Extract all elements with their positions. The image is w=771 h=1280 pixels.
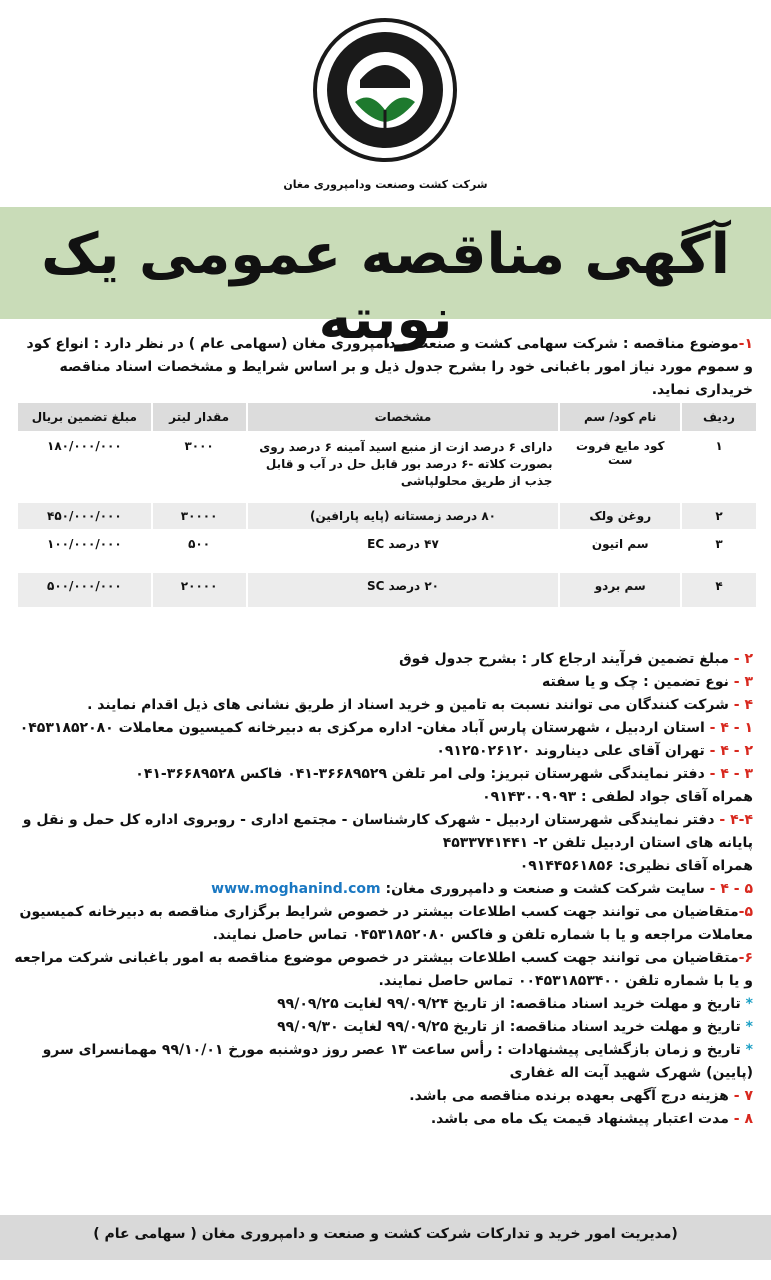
table-row [16, 431, 756, 501]
line-number: ۲ - [733, 651, 753, 667]
line-number: ۳ - [733, 674, 753, 690]
website-link[interactable]: www.moghanind.com [211, 881, 381, 897]
cell-row-number: ۳ [680, 529, 756, 571]
star-icon: * [745, 996, 753, 1012]
header-guarantee: مبلغ تضمین بریال [16, 403, 151, 431]
line-number: ۷ - [733, 1088, 753, 1104]
line-text: همراه آقای جواد لطفی : ۰۹۱۴۳۰۰۹۰۹۳ [482, 789, 753, 805]
line-number: ۵- [738, 904, 753, 920]
line-text: مبلغ تضمین فرآیند ارجاع کار : بشرح جدول فوق [399, 651, 734, 667]
cell-guarantee: ۱۰۰/۰۰۰/۰۰۰ [16, 529, 151, 571]
line-text: استان اردبیل ، شهرستان پارس آباد مغان- اداره مرکزی به دبیرخانه کمیسیون معاملات ۰۴۵۳۱۸۵۲۰۸۰ [19, 720, 710, 736]
table-header-row [16, 403, 756, 431]
line-text: تاریخ و مهلت خرید اسناد مناقصه: از تاریخ ۹۹/۰۹/۲۵ لغایت ۹۹/۰۹/۳۰ [277, 1019, 746, 1035]
cell-quantity: ۳۰۰۰۰ [151, 501, 246, 529]
cell-quantity: ۵۰۰ [151, 529, 246, 571]
condition-line [11, 671, 753, 694]
star-icon: * [745, 1019, 753, 1035]
cell-row-number: ۱ [680, 431, 756, 501]
cell-specs: دارای ۶ درصد ازت از منبع اسید آمینه ۶ درصد روی بصورت کلاته -۶ درصد بور قابل حل در آب و قابل جذب از طریق محلولپاشی [246, 431, 559, 501]
cell-specs: ۴۷ درصد EC [246, 529, 559, 571]
intro-paragraph [13, 333, 753, 402]
condition-line [11, 763, 753, 786]
cell-specs: ۸۰ درصد زمستانه (پایه پارافین) [246, 501, 559, 529]
line-text: مدت اعتبار پیشنهاد قیمت یک ماه می باشد. [430, 1111, 734, 1127]
condition-line [11, 947, 753, 993]
header-row-number: ردیف [680, 403, 756, 431]
cell-item-name: سم اتیون [558, 529, 680, 571]
footer-signature: (مدیریت امور خرید و تدارکات شرکت کشت و صنعت و دامپروری مغان ( سهامی عام ) [93, 1226, 678, 1242]
condition-line [11, 648, 753, 671]
line-number: ۲ - ۴ - [709, 743, 753, 759]
cell-item-name: سم بردو [558, 571, 680, 607]
star-icon: * [745, 1042, 753, 1058]
logo-area [0, 0, 771, 205]
table-row [16, 571, 756, 607]
cell-item-name: کود مایع فروت ست [558, 431, 680, 501]
header-item-name: نام کود/ سم [558, 403, 680, 431]
condition-line [11, 1108, 753, 1131]
line-text: دفتر نمایندگی شهرستان اردبیل - شهرک کارشناسان - مجتمع اداری - روبروی اداره کل حمل و نقل و پایانه های استان اردبیل تلفن ۲- ۴۵۳۳۷۴۱۴۴۱ [22, 812, 753, 851]
conditions-list [11, 648, 753, 1131]
condition-line [11, 740, 753, 763]
cell-guarantee: ۴۵۰/۰۰۰/۰۰۰ [16, 501, 151, 529]
line-number: ۸ - [733, 1111, 753, 1127]
line-number: ۱ - ۴ - [709, 720, 753, 736]
condition-line [11, 809, 753, 855]
condition-line [11, 1039, 753, 1085]
notice-title: آگهی مناقصه عمومی یک نوبته [41, 222, 730, 352]
condition-line [11, 993, 753, 1016]
line-number: ۴-۴ - [719, 812, 753, 828]
condition-line [11, 786, 753, 809]
line-number: ۴ - [733, 697, 753, 713]
items-table [16, 403, 756, 607]
company-seal-logo [310, 10, 460, 175]
line-text: سایت شرکت کشت و صنعت و دامپروری مغان: [380, 881, 710, 897]
line-number: ۳ - ۴ - [709, 766, 753, 782]
header-quantity: مقدار لیتر [151, 403, 246, 431]
condition-line [11, 855, 753, 878]
condition-line [11, 717, 753, 740]
cell-row-number: ۴ [680, 571, 756, 607]
cell-guarantee: ۱۸۰/۰۰۰/۰۰۰ [16, 431, 151, 501]
cell-specs: ۲۰ درصد SC [246, 571, 559, 607]
line-text: متقاضیان می توانند جهت کسب اطلاعات بیشتر در خصوص موضوع مناقصه به امور باغبانی شرکت مراجعه و یا با شماره تلفن ۰۰۴۵۳۱۸۵۳۴۰۰ تماس حاصل نمایند. [14, 950, 753, 989]
line-text: تهران آقای علی دیناروند ۰۹۱۲۵۰۲۶۱۲۰ [436, 743, 710, 759]
line-number: ۵ - ۴ - [709, 881, 753, 897]
intro-text: موضوع مناقصه : شرکت سهامی کشت و صنعت و دامپروری مغان (سهامی عام ) در نظر دارد : انواع کود و سموم مورد نیاز امور باغبانی خود را بشرح جدول ذیل و بر اساس شرایط و مشخصات اسناد مناقصه خریداری نماید. [26, 336, 753, 398]
condition-line [11, 901, 753, 947]
condition-line [11, 694, 753, 717]
line-text: هزینه درج آگهی بعهده برنده مناقصه می باشد. [409, 1088, 734, 1104]
line-text: تاریخ و زمان بازگشایی پیشنهادات : رأس ساعت ۱۳ عصر روز دوشنبه مورخ ۹۹/۱۰/۰۱ مهمانسرای سرو (پایین) شهرک شهید آیت اله غفاری [42, 1042, 753, 1081]
condition-line [11, 1016, 753, 1039]
line-text: نوع تضمین : چک و یا سفته [542, 674, 734, 690]
line-text: همراه آقای نظیری: ۰۹۱۴۴۵۶۱۸۵۶ [519, 858, 753, 874]
header-specs: مشخصات [246, 403, 559, 431]
line-text: تاریخ و مهلت خرید اسناد مناقصه: از تاریخ ۹۹/۰۹/۲۴ لغایت ۹۹/۰۹/۲۵ [277, 996, 746, 1012]
cell-item-name: روغن ولک [558, 501, 680, 529]
line-text: دفتر نمایندگی شهرستان تبریز: ولی امر تلفن ۳۶۶۸۹۵۲۹-۰۴۱ فاکس ۳۶۶۸۹۵۲۸-۰۴۱ [135, 766, 710, 782]
table-row [16, 501, 756, 529]
line-number: ۶- [738, 950, 753, 966]
cell-row-number: ۲ [680, 501, 756, 529]
cell-quantity: ۲۰۰۰۰ [151, 571, 246, 607]
line-text: شرکت کنندگان می توانند نسبت به تامین و خرید اسناد از طریق نشانی های ذیل اقدام نمایند . [87, 697, 734, 713]
intro-number: ۱- [738, 336, 753, 352]
logo-caption: شرکت کشت وصنعت ودامپروری مغان [283, 178, 488, 191]
condition-line [11, 878, 753, 901]
condition-line [11, 1085, 753, 1108]
line-text: متقاضیان می توانند جهت کسب اطلاعات بیشتر در خصوص شرایط برگزاری مناقصه به دبیرخانه کمیسیون معاملات مراجعه و یا با شماره تلفن و فاکس ۰۴۵۳۱۸۵۲۰۸۰ تماس حاصل نمایند. [19, 904, 753, 943]
table-row [16, 529, 756, 571]
cell-guarantee: ۵۰۰/۰۰۰/۰۰۰ [16, 571, 151, 607]
cell-quantity: ۳۰۰۰ [151, 431, 246, 501]
